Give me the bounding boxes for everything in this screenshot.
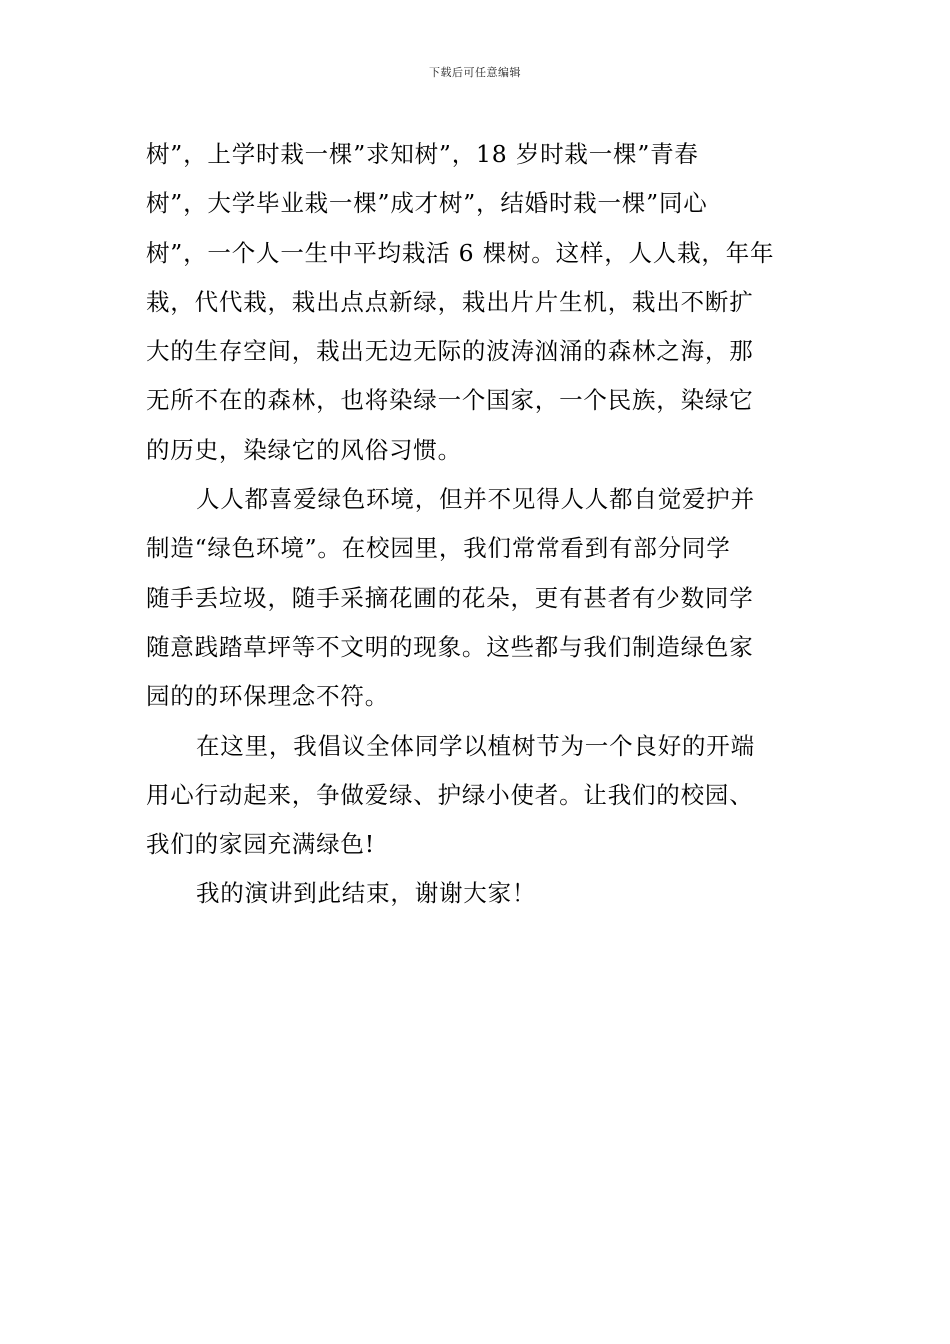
text-line: 园的的环保理念不符。 — [146, 682, 389, 711]
text-line: 我的演讲到此结束，谢谢大家！ — [196, 879, 537, 908]
text-line: 栽，代代栽，栽出点点新绿，栽出片片生机，栽出不断扩 — [146, 287, 754, 316]
text-line: 随意践踏草坪等不文明的现象。这些都与我们制造绿色家 — [146, 632, 754, 661]
text-line: 树”，上学时栽一棵”求知树”，18 岁时栽一棵”青春 — [146, 140, 699, 168]
text-line: 大的生存空间，栽出无边无际的波涛汹涌的森林之海，那 — [146, 337, 754, 366]
paragraph-4 — [146, 869, 811, 918]
text-line: 在这里，我倡议全体同学以植树节为一个良好的开端 — [196, 731, 755, 760]
text-line: 树”，大学毕业栽一棵”成才树”，结婚时栽一棵”同心 — [146, 189, 708, 218]
text-line: 制造“绿色环境”。在校园里，我们常常看到有部分同学 — [146, 534, 731, 563]
page-header: 下载后可任意编辑 — [429, 66, 521, 79]
paragraph-3 — [146, 722, 811, 870]
text-line: 的历史，染绿它的风俗习惯。 — [146, 435, 462, 464]
text-line: 用心行动起来，争做爱绿、护绿小使者。让我们的校园、 — [146, 780, 754, 809]
text-line: 随手丢垃圾，随手采摘花圃的花朵，更有甚者有少数同学 — [146, 583, 754, 612]
text-line: 无所不在的森林，也将染绿一个国家，一个民族，染绿它 — [146, 386, 754, 415]
paragraph-2 — [146, 475, 811, 721]
text-line: 我们的家园充满绿色! — [146, 830, 375, 859]
text-line: 树”，一个人一生中平均栽活 6 棵树。这样，人人栽，年年 — [146, 238, 775, 267]
body-text — [146, 130, 811, 919]
text-line: 人人都喜爱绿色环境，但并不见得人人都自觉爱护并 — [196, 485, 755, 514]
paragraph-1 — [146, 130, 811, 475]
